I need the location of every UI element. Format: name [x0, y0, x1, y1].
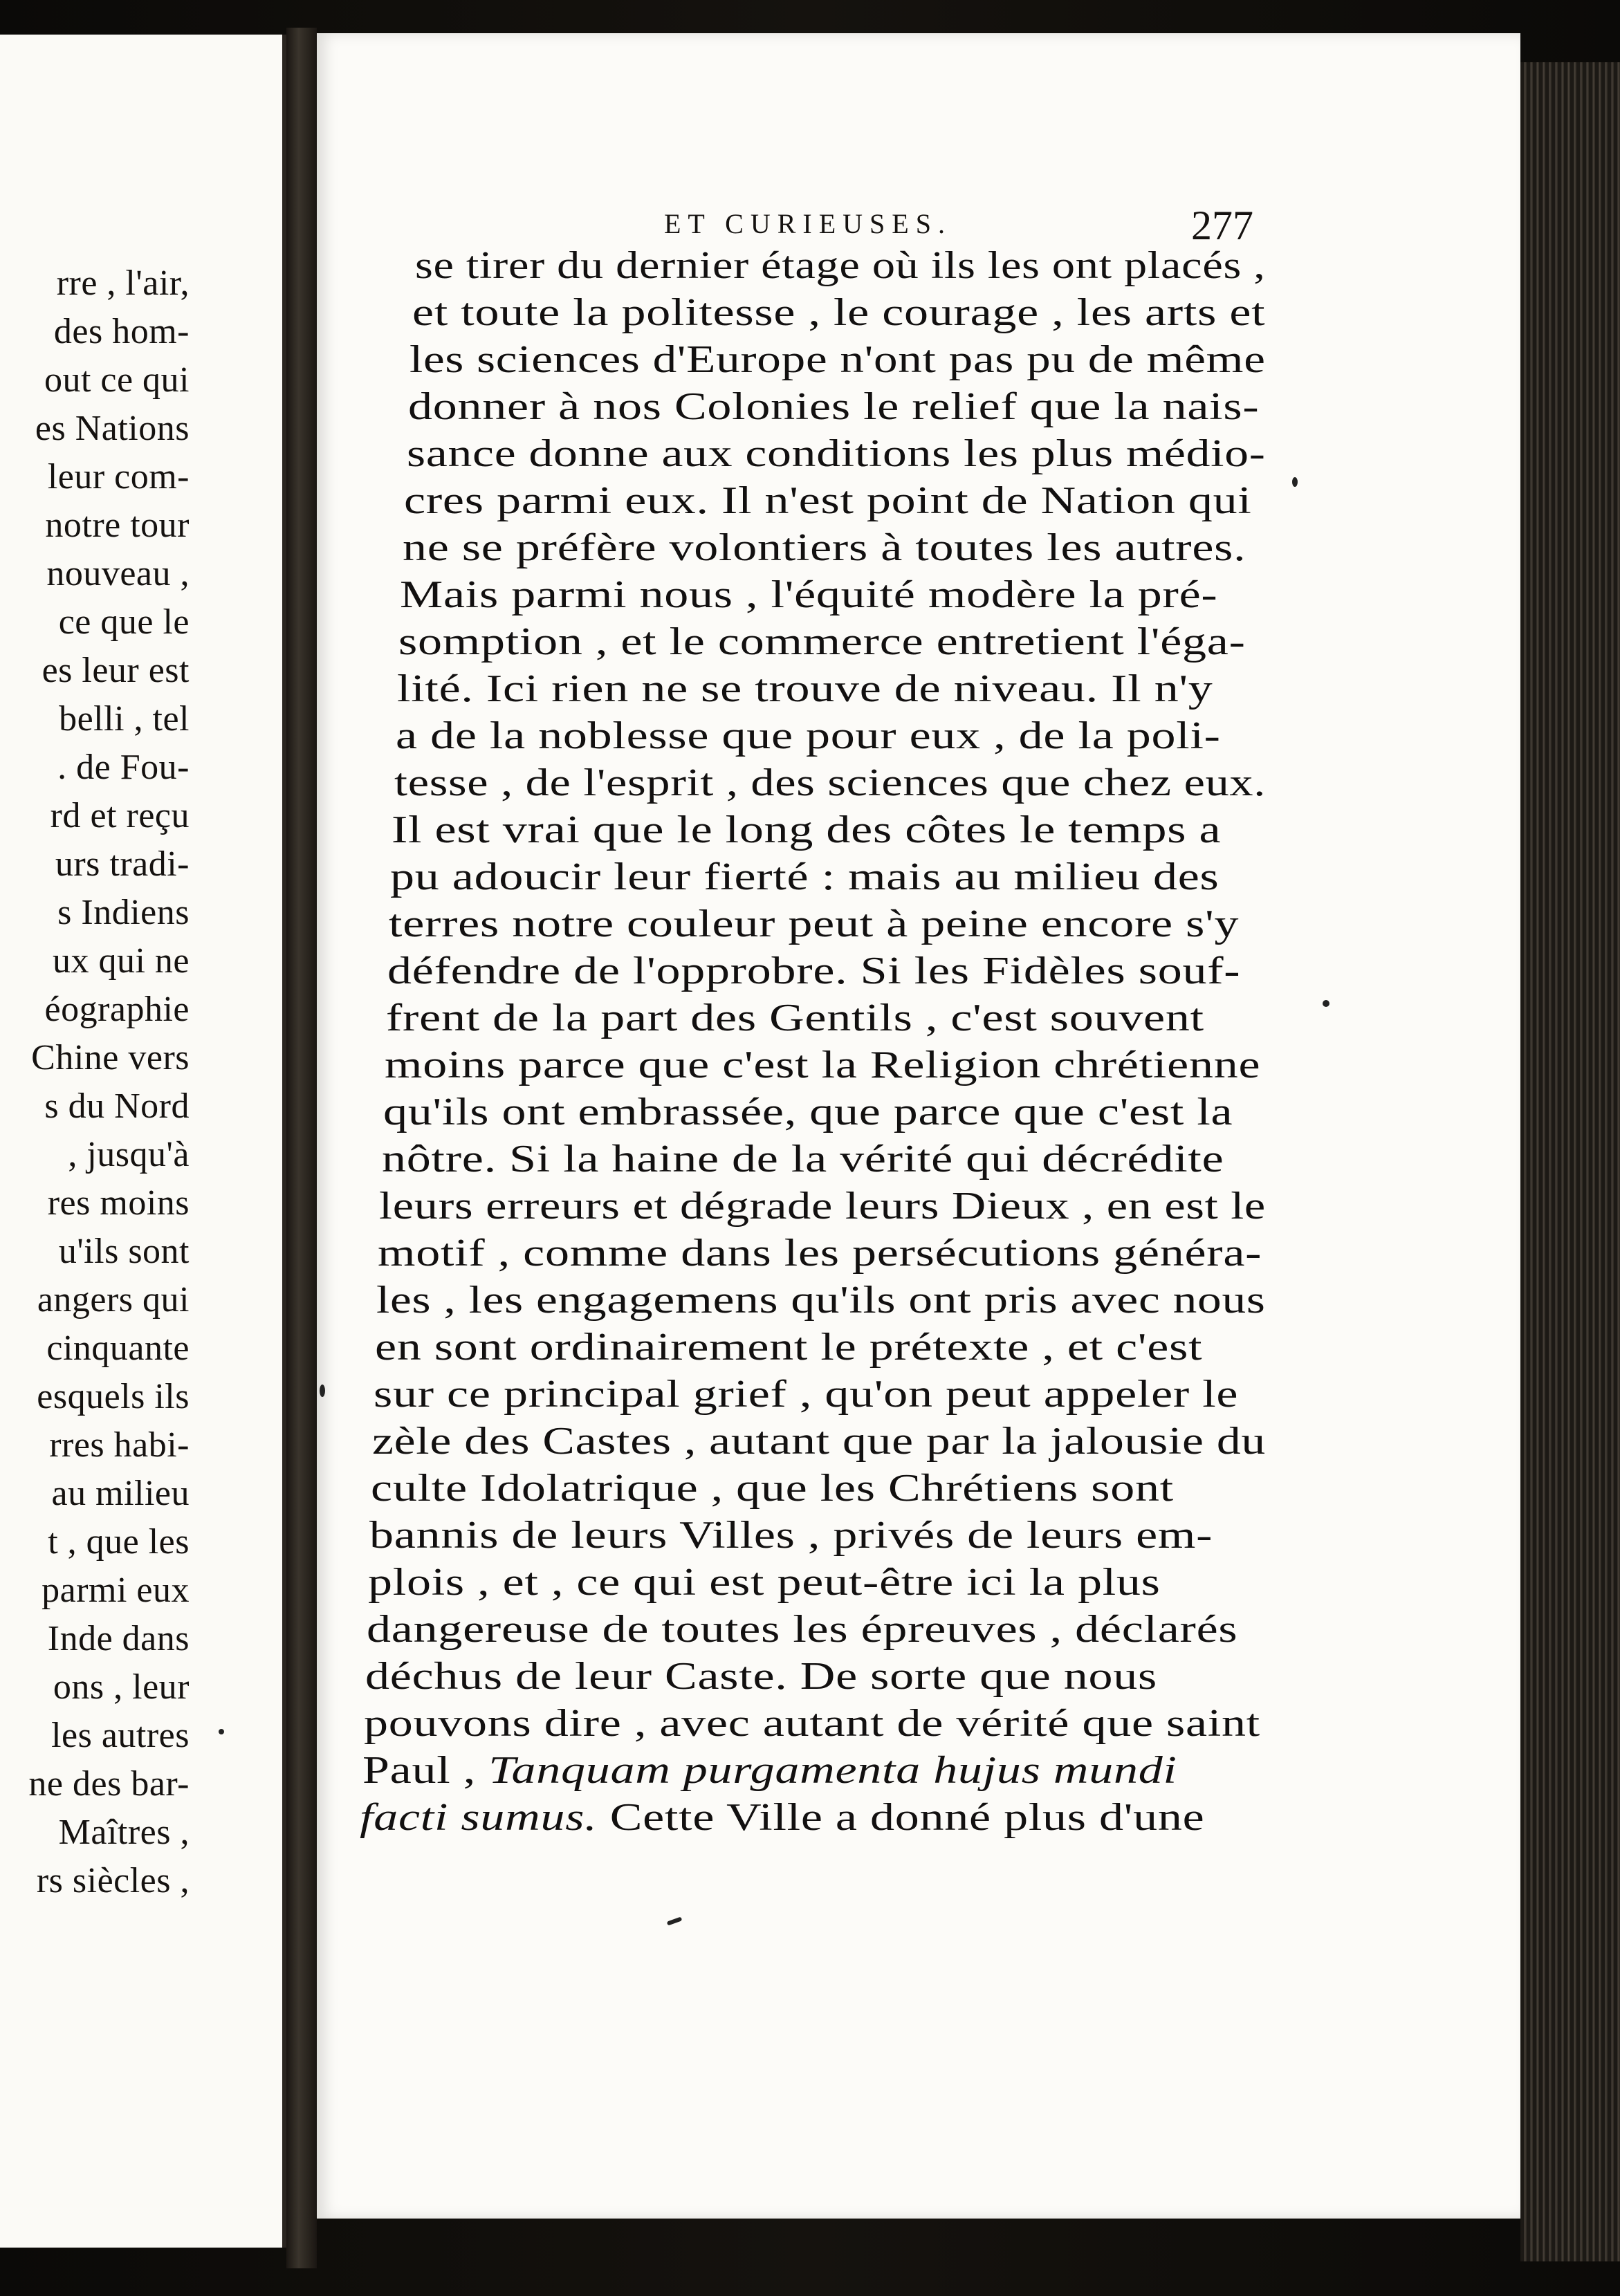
left-page-line: ce que le — [58, 602, 190, 642]
left-page-line: s Indiens — [57, 893, 190, 932]
text-line: donner à nos Colonies le relief que la nais- — [408, 385, 1260, 428]
left-page-line: es leur est — [42, 651, 190, 690]
text-line: en sont ordinairement le prétexte , et c'est — [375, 1326, 1203, 1369]
left-page-line: rres habi- — [49, 1425, 190, 1465]
text-line: pouvons dire , avec autant de vérité que saint — [364, 1702, 1261, 1745]
text-line: leurs erreurs et dégrade leurs Dieux , en est le — [379, 1185, 1266, 1228]
running-head: ET CURIEUSES. — [664, 208, 952, 239]
page-edges — [1520, 62, 1620, 2261]
left-page — [0, 35, 286, 2248]
left-page-line: au milieu — [51, 1474, 190, 1513]
text-line: déchus de leur Caste. De sorte que nous — [365, 1655, 1158, 1698]
left-page-line: les autres — [51, 1716, 190, 1755]
left-page-line: des hom- — [53, 312, 190, 351]
text-line-last-rest: Cette Ville a donné plus d'une — [597, 1796, 1205, 1839]
text-line: ne se préfère volontiers à toutes les autres. — [403, 526, 1246, 569]
text-line: frent de la part des Gentils , c'est souvent — [386, 997, 1204, 1039]
left-page-line: Maîtres , — [58, 1813, 190, 1852]
left-page-line: esquels ils — [37, 1377, 190, 1416]
text-line: et toute la politesse , le courage , les arts et — [412, 291, 1266, 334]
text-line: les sciences d'Europe n'ont pas pu de même — [409, 338, 1266, 381]
text-line: bannis de leurs Villes , privés de leurs em- — [369, 1514, 1213, 1557]
text-line: cres parmi eux. Il n'est point de Nation qui — [404, 479, 1252, 522]
left-page-line: res moins — [47, 1183, 190, 1223]
text-line-paul-prefix: Paul , — [362, 1749, 489, 1792]
left-page-line: ux qui ne — [52, 941, 190, 981]
text-line: Il est vrai que le long des côtes le temps a — [392, 808, 1222, 851]
left-page-line: ons , leur — [53, 1667, 190, 1707]
text-line: culte Idolatrique , que les Chrétiens sont — [371, 1467, 1174, 1510]
left-page-line: rs siècles , — [36, 1861, 190, 1900]
latin-quote-end: facti sumus. — [360, 1796, 598, 1839]
text-line-last — [360, 1795, 1204, 1840]
text-line: se tirer du dernier étage où ils les ont placés , — [415, 244, 1266, 287]
left-page-line: es Nations — [35, 409, 190, 448]
text-line-paul — [362, 1748, 1177, 1793]
text-line: les , les engagemens qu'ils ont pris avec nous — [376, 1279, 1266, 1322]
left-page-line: u'ils sont — [58, 1232, 190, 1271]
left-page-line: nouveau , — [46, 554, 190, 593]
left-page-line: parmi eux — [42, 1571, 190, 1610]
text-line: tesse , de l'esprit , des sciences que chez eux. — [394, 761, 1267, 804]
left-page-line: cinquante — [46, 1328, 190, 1368]
latin-quote: Tanquam purgamenta hujus mundi — [488, 1749, 1177, 1792]
text-line: motif , comme dans les persécutions généra- — [378, 1232, 1262, 1275]
text-line: sur ce principal grief , qu'on peut appeler le — [374, 1373, 1239, 1416]
text-line: plois , et , ce qui est peut-être ici la plus — [368, 1561, 1161, 1604]
text-line: qu'ils ont embrassée, que parce que c'est la — [383, 1091, 1233, 1133]
left-page-line: notre tour — [45, 506, 190, 545]
text-line: a de la noblesse que pour eux , de la poli- — [396, 714, 1221, 757]
text-line: zèle des Castes , autant que par la jalousie du — [372, 1420, 1266, 1463]
text-line: moins parce que c'est la Religion chrétienne — [385, 1044, 1261, 1086]
text-line: défendre de l'opprobre. Si les Fidèles souf- — [387, 950, 1241, 992]
left-page-line: leur com- — [47, 457, 190, 497]
page-number: 277 — [1191, 203, 1253, 248]
left-page-line: . de Fou- — [57, 748, 190, 787]
left-page-line: s du Nord — [44, 1086, 190, 1126]
left-page-line: out ce qui — [44, 360, 190, 400]
left-page-line: angers qui — [37, 1280, 190, 1320]
left-page-line: ne des bar- — [28, 1764, 190, 1804]
text-line: pu adoucir leur fierté : mais au milieu des — [390, 855, 1219, 898]
text-line: terres notre couleur peut à peine encore s'y — [389, 902, 1240, 945]
text-line: sance donne aux conditions les plus médio- — [407, 432, 1266, 475]
text-line: nôtre. Si la haine de la vérité qui décrédite — [382, 1138, 1224, 1181]
text-line: lité. Ici rien ne se trouve de niveau. Il n'y — [397, 667, 1213, 710]
left-page-line: rre , l'air, — [56, 263, 190, 303]
left-page-line: urs tradi- — [55, 844, 190, 884]
text-line: Mais parmi nous , l'équité modère la pré- — [400, 573, 1218, 616]
left-page-line: Inde dans — [47, 1619, 190, 1658]
text-line: somption , et le commerce entretient l'éga- — [398, 620, 1246, 663]
left-page-line: éographie — [44, 990, 190, 1029]
book-gutter — [286, 28, 317, 2268]
left-page-line: Chine vers — [31, 1038, 190, 1077]
text-line: dangereuse de toutes les épreuves , déclarés — [367, 1608, 1238, 1651]
left-page-line: , jusqu'à — [68, 1135, 190, 1174]
left-page-line: belli , tel — [59, 699, 190, 739]
left-page-line: t , que les — [48, 1522, 190, 1562]
left-page-line: rd et reçu — [50, 796, 190, 835]
